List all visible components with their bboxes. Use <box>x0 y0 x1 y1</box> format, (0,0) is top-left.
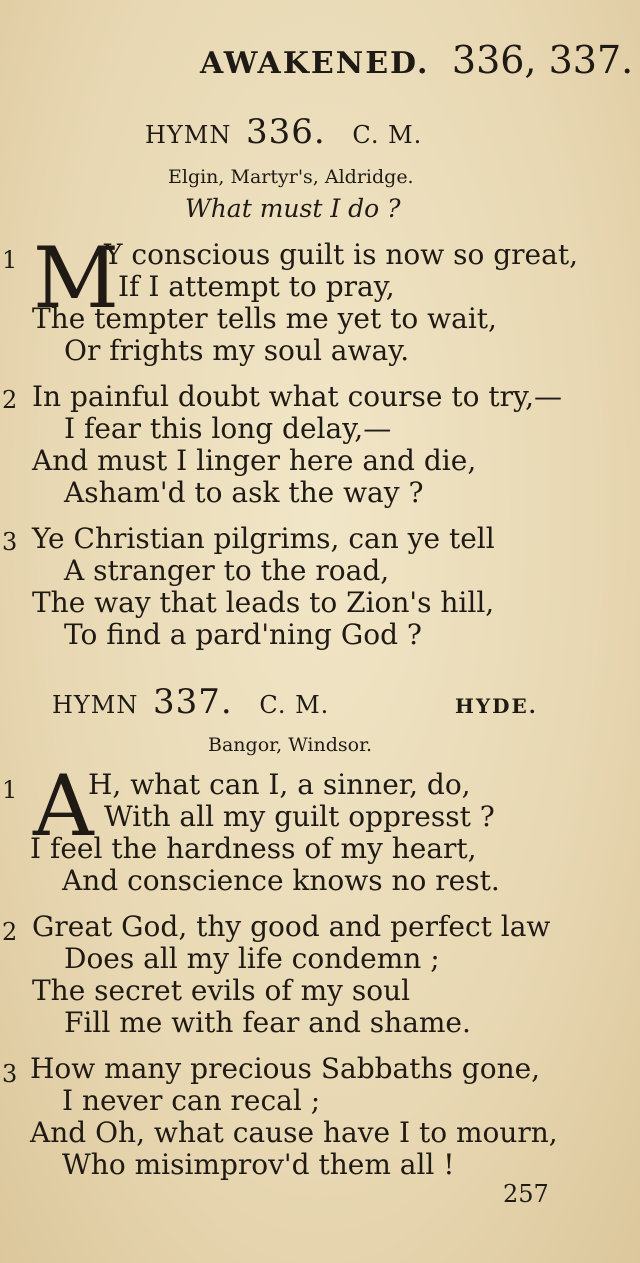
drop-cap: A <box>33 757 94 855</box>
verse-line: Asham'd to ask the way ? <box>64 476 424 509</box>
stanza-number: 2 <box>2 386 18 414</box>
hymn-337-composer: HYDE. <box>455 694 538 718</box>
hymn-meter: C. M. <box>352 121 423 149</box>
verse-line: With all my guilt oppresst ? <box>104 800 495 833</box>
verse-line: And Oh, what cause have I to mourn, <box>30 1116 558 1149</box>
stanza-number: 2 <box>2 918 18 946</box>
verse-line: The way that leads to Zion's hill, <box>32 586 495 619</box>
verse-line: If I attempt to pray, <box>118 270 395 303</box>
verse-line: Y conscious guilt is now so great, <box>104 238 578 271</box>
verse-line: A stranger to the road, <box>64 554 390 587</box>
verse-line: Great God, thy good and perfect law <box>32 910 551 943</box>
verse-line: And conscience knows no rest. <box>62 864 500 897</box>
hymn-337-tunes: Bangor, Windsor. <box>208 734 373 756</box>
stanza-number: 3 <box>2 528 18 556</box>
stanza-number: 3 <box>2 1060 18 1088</box>
verse-line: Ye Christian pilgrims, can ye tell <box>32 522 495 555</box>
hymn-336-tunes: Elgin, Martyr's, Aldridge. <box>168 166 414 188</box>
verse-line: In painful doubt what course to try,— <box>32 380 563 413</box>
verse-line: The secret evils of my soul <box>32 974 411 1007</box>
verse-line: How many precious Sabbaths gone, <box>30 1052 541 1085</box>
verse-line: Fill me with fear and shame. <box>64 1006 471 1039</box>
verse-line: The tempter tells me yet to wait, <box>32 302 497 335</box>
verse-line: H, what can I, a sinner, do, <box>88 768 471 801</box>
stanza-number: 1 <box>2 776 18 804</box>
verse-line: Or frights my soul away. <box>64 334 410 367</box>
hymn-336-subtitle: What must I do ? <box>185 194 401 223</box>
running-head-numbers: 336, 337. <box>451 38 634 82</box>
drop-cap: M <box>33 229 120 327</box>
verse-line: I never can recal ; <box>62 1084 321 1117</box>
page-number: 257 <box>503 1180 549 1208</box>
hymn-337-heading <box>52 682 329 722</box>
verse-line: Who misimprov'd them all ! <box>62 1148 455 1181</box>
running-head <box>200 38 633 82</box>
verse-line: Does all my life condemn ; <box>64 942 440 975</box>
running-head-title: AWAKENED. <box>200 46 430 81</box>
verse-line: I fear this long delay,— <box>64 412 392 445</box>
stanza-number: 1 <box>2 246 18 274</box>
hymn-336-heading <box>145 112 422 152</box>
hymn-label: HYMN <box>52 691 139 719</box>
verse-line: And must I linger here and die, <box>32 444 477 477</box>
hymn-number: 336. <box>246 112 326 152</box>
hymn-label: HYMN <box>145 121 232 149</box>
hymn-meter: C. M. <box>259 691 330 719</box>
verse-line: I feel the hardness of my heart, <box>30 832 477 865</box>
verse-line: To find a pard'ning God ? <box>64 618 422 651</box>
hymn-number: 337. <box>153 682 233 722</box>
